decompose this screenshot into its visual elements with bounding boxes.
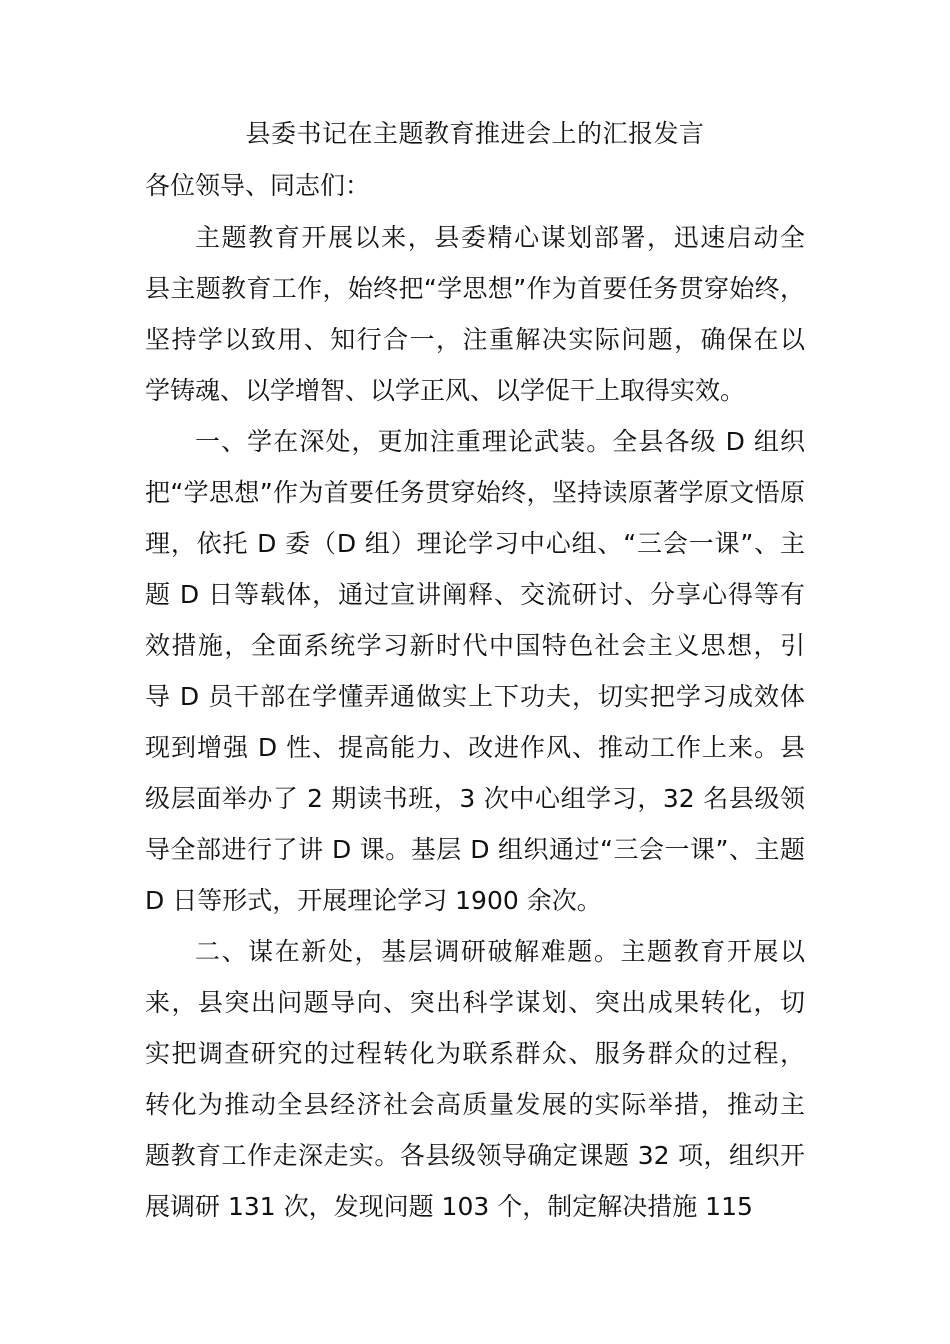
body-line: 导 D 员干部在学懂弄通做实上下功夫，切实把学习成效体 (145, 682, 805, 711)
body-line: 级层面举办了 2 期读书班，3 次中心组学习，32 名县级领 (145, 784, 805, 813)
body-line: 一、学在深处，更加注重理论武装。全县各级 D 组织 (195, 427, 805, 456)
body-line: 坚持学以致用、知行合一，注重解决实际问题，确保在以 (145, 325, 805, 354)
body-line: 学铸魂、以学增智、以学正风、以学促干上取得实效。 (145, 376, 746, 405)
body-line: 导全部进行了讲 D 课。基层 D 组织通过“三会一课”、主题 (145, 835, 805, 864)
body-line: 实把调查研究的过程转化为联系群众、服务群众的过程， (145, 1039, 805, 1068)
body-line: 题教育工作走深走实。各县级领导确定课题 32 项，组织开 (145, 1141, 805, 1170)
body-line: 二、谋在新处，基层调研破解难题。主题教育开展以 (195, 937, 805, 966)
body-line: 理，依托 D 委（D 组）理论学习中心组、“三会一课”、主 (145, 529, 805, 558)
document-title: 县委书记在主题教育推进会上的汇报发言 (245, 119, 705, 148)
body-line: 来，县突出问题导向、突出科学谋划、突出成果转化，切 (145, 988, 805, 1017)
body-line: 把“学思想”作为首要任务贯穿始终，坚持读原著学原文悟原 (145, 478, 805, 507)
body-line: 效措施，全面系统学习新时代中国特色社会主义思想，引 (145, 631, 805, 660)
body-line: 县主题教育工作，始终把“学思想”作为首要任务贯穿始终， (145, 274, 805, 303)
body-line: D 日等形式，开展理论学习 1900 余次。 (145, 886, 602, 915)
body-line: 主题教育开展以来，县委精心谋划部署，迅速启动全 (195, 223, 805, 252)
body-line: 题 D 日等载体，通过宣讲阐释、交流研讨、分享心得等有 (145, 580, 805, 609)
salutation: 各位领导、同志们： (145, 171, 371, 200)
body-line: 现到增强 D 性、提高能力、改进作风、推动工作上来。县 (145, 733, 805, 762)
body-line: 转化为推动全县经济社会高质量发展的实际举措，推动主 (145, 1090, 805, 1119)
document-body (145, 216, 805, 1236)
body-line: 展调研 131 次，发现问题 103 个，制定解决措施 115 (145, 1192, 753, 1221)
